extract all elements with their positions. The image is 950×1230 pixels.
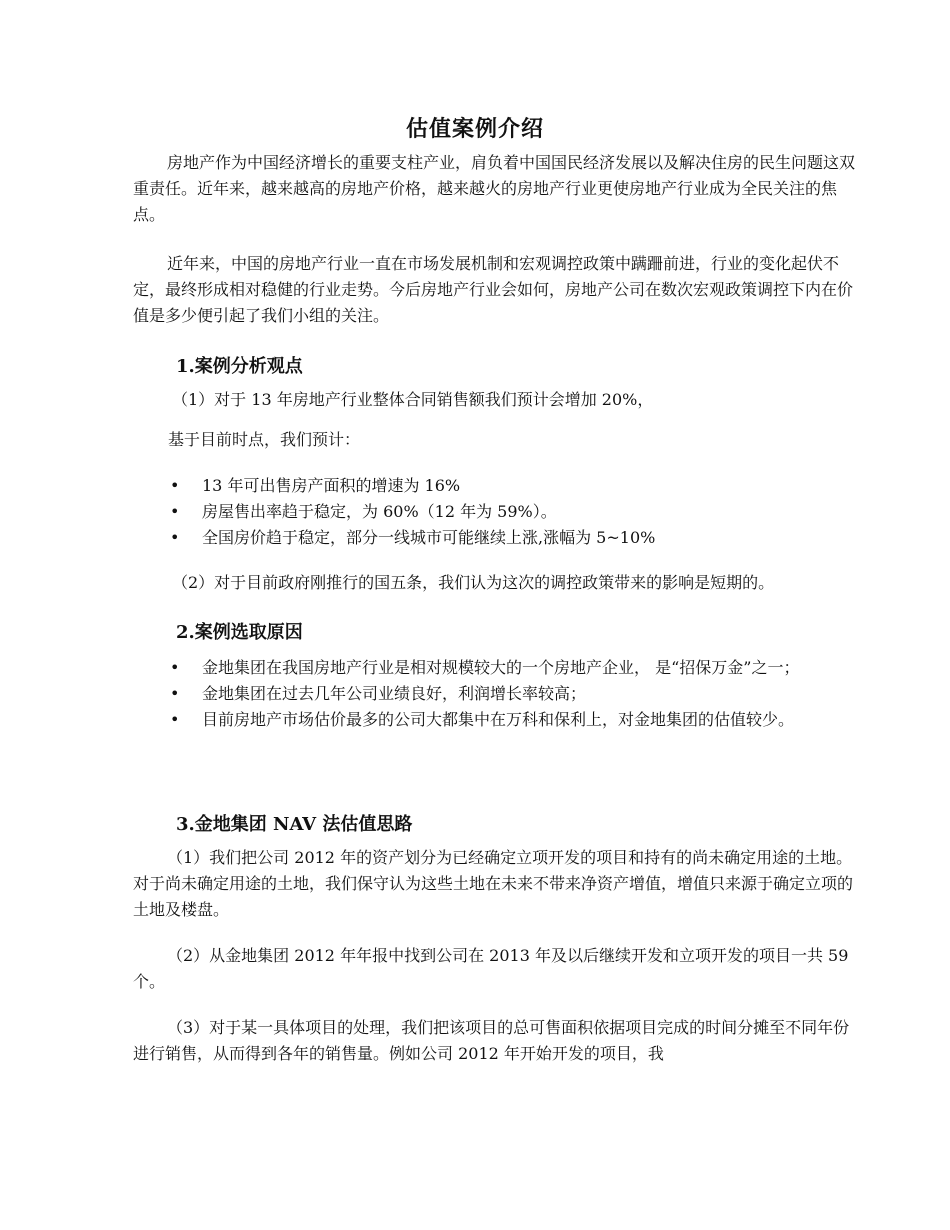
section-1-point-1: （1）对于 13 年房地产行业整体合同销售额我们预计会增加 20%， (172, 390, 654, 409)
section-1-basis: 基于目前时点，我们预计： (168, 430, 361, 449)
section-1-point-2: （2）对于目前政府刚推行的国五条，我们认为这次的调控政策带来的影响是短期的。 (172, 573, 775, 592)
list-item: • 金地集团在过去几年公司业绩良好，利润增长率较高； (168, 681, 868, 707)
intro-paragraph-2: 近年来，中国的房地产行业一直在市场发展机制和宏观调控政策中蹒跚前进，行业的变化起伏不定，最终形成相对稳健的行业走势。今后房地产行业会如何，房地产公司在数次宏观政策调控下内在价值是多少便引起了我们小组的关注。 (133, 254, 854, 325)
list-item: • 全国房价趋于稳定，部分一线城市可能继续上涨,涨幅为 5~10% (168, 525, 868, 551)
section-3-heading: 3.金地集团 NAV 法估值思路 (176, 814, 413, 835)
section-3-paragraph-1: （1）我们把公司 2012 年的资产划分为已经确定立项开发的项目和持有的尚未确定用途的土地。对于尚未确定用途的土地，我们保守认为这些土地在未来不带来净资产增值，增值只来源于确定立项的土地及楼盘。 (133, 848, 854, 919)
section-1-heading: 1.案例分析观点 (176, 356, 303, 377)
section-2-heading: 2.案例选取原因 (176, 622, 303, 643)
list-item: • 13 年可出售房产面积的增速为 16% (168, 473, 868, 499)
list-item: • 房屋售出率趋于稳定，为 60%（12 年为 59%）。 (168, 499, 868, 525)
bullet-icon: • (170, 528, 180, 547)
list-item: • 金地集团在我国房地产行业是相对规模较大的一个房地产企业， 是“招保万金”之一； (168, 655, 852, 681)
intro-paragraph-1: 房地产作为中国经济增长的重要支柱产业，肩负着中国国民经济发展以及解决住房的民生问题这双重责任。近年来，越来越高的房地产价格，越来越火的房地产行业更使房地产行业成为全民关注的焦点。 (133, 153, 856, 224)
bullet-icon: • (170, 684, 180, 703)
bullet-icon: • (170, 476, 180, 495)
section-3-paragraph-2: （2）从金地集团 2012 年年报中找到公司在 2013 年及以后继续开发和立项开发的项目一共 59 个。 (133, 946, 849, 991)
section-2-bullet-list (168, 655, 868, 733)
section-1-bullet-list (168, 473, 868, 551)
list-item: • 目前房地产市场估价最多的公司大都集中在万科和保利上，对金地集团的估值较少。 (168, 707, 852, 733)
page-title: 估值案例介绍 (405, 116, 544, 142)
section-3-paragraph-3: （3）对于某一具体项目的处理，我们把该项目的总可售面积依据项目完成的时间分摊至不同年份进行销售，从而得到各年的销售量。例如公司 2012 年开始开发的项目，我 (133, 1018, 850, 1063)
bullet-icon: • (170, 502, 180, 521)
bullet-icon: • (170, 658, 180, 677)
bullet-icon: • (170, 710, 180, 729)
